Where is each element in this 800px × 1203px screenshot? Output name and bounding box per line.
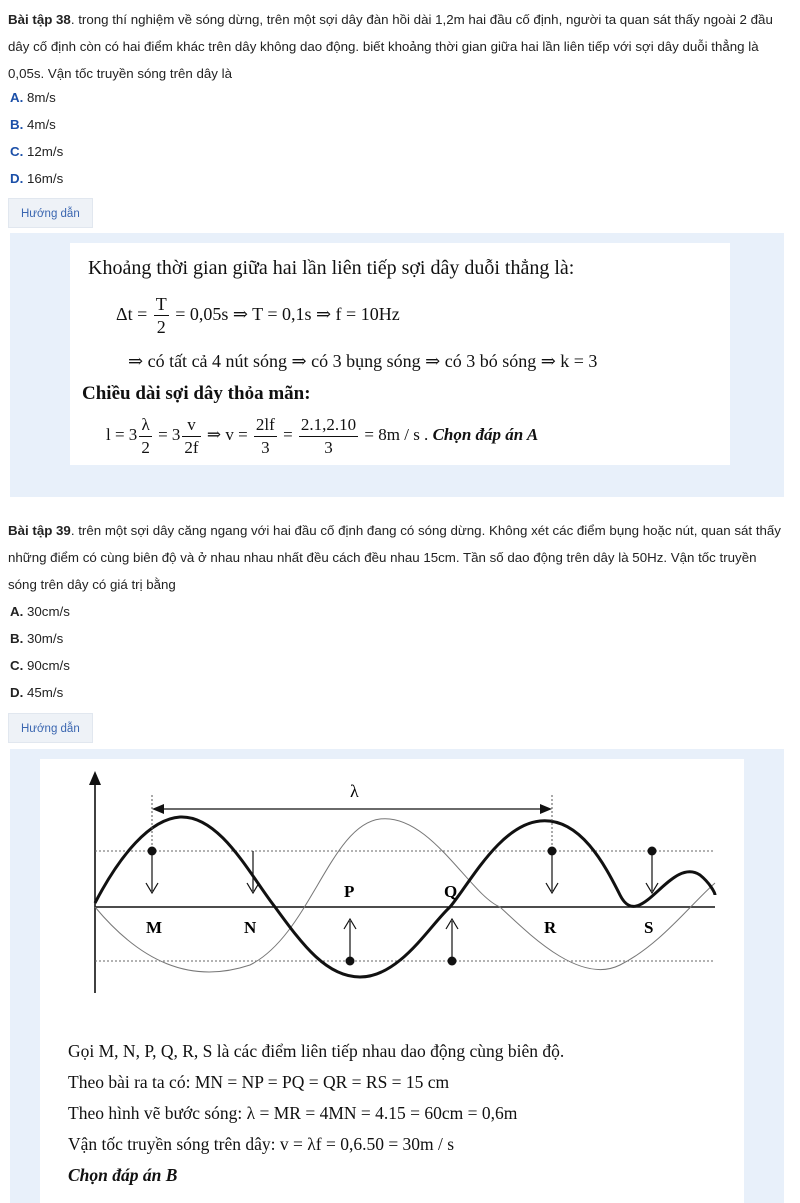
q39-sol-line3: Theo hình vẽ bước sóng: λ = MR = 4MN = 4.15 = 60cm = 0,6m xyxy=(68,1103,518,1123)
q39-option-b[interactable]: B. 30m/s xyxy=(10,631,64,646)
thick-wave xyxy=(95,817,715,977)
q39-solution-image xyxy=(40,759,744,1203)
q38-solution-panel xyxy=(10,233,784,497)
q38-sol-line1: Khoảng thời gian giữa hai lần liên tiếp sợi dây duỗi thẳng là: xyxy=(88,257,575,279)
q39-sol-line1: Gọi M, N, P, Q, R, S là các điểm liên tiếp nhau dao động cùng biên độ. xyxy=(68,1041,565,1061)
label-n: N xyxy=(244,918,257,937)
label-q: Q xyxy=(444,882,458,901)
q39-sol-line4: Vận tốc truyền sóng trên dây: v = λf = 0,6.50 = 30m / s xyxy=(68,1134,455,1154)
q38-label: Bài tập 38 xyxy=(8,12,71,27)
label-p: P xyxy=(344,882,355,901)
label-s: S xyxy=(644,918,654,937)
q38-sol-line2: Δt = $\frac{T}{2}$ = 0,05s ⇒ T = 0,1s ⇒ f = 10Hz xyxy=(116,294,400,338)
q39-answer: Chọn đáp án B xyxy=(68,1165,178,1185)
q39-sol-line2: Theo bài ra ta có: MN = NP = PQ = QR = RS = 15 cm xyxy=(68,1072,450,1092)
q39-guide-button[interactable]: Hướng dẫn xyxy=(8,713,93,743)
q39-option-d[interactable]: D. 45m/s xyxy=(10,685,64,700)
q38-solution-image xyxy=(70,243,730,465)
lambda-arrow-right-icon xyxy=(540,804,552,814)
q39-option-c[interactable]: C. 90cm/s xyxy=(10,658,70,673)
lambda-label: λ xyxy=(350,781,359,801)
label-m: M xyxy=(146,918,163,937)
q39-solution-panel xyxy=(10,749,784,1203)
label-r: R xyxy=(544,918,557,937)
thin-wave xyxy=(95,819,715,972)
q38-option-c[interactable]: C. 12m/s xyxy=(10,144,64,159)
axis-arrow-icon xyxy=(89,771,101,785)
standing-wave-diagram xyxy=(60,765,720,1015)
q38-sol-line5: l = 3 $\frac{\lambda}{2}$ = 3 $\frac{v}{2f}$ ⇒ v = $\frac{2lf}{3}$ = $\frac{2.1,2.10}{3}$ = 8m / s . Chọn đáp án A xyxy=(106,414,539,457)
lambda-arrow-left-icon xyxy=(152,804,164,814)
q38-option-b[interactable]: B. 4m/s xyxy=(10,117,56,132)
q38-option-d[interactable]: D. 16m/s xyxy=(10,171,64,186)
q38-option-a[interactable]: A. 8m/s xyxy=(10,90,56,105)
q38-body: . trong thí nghiệm về sóng dừng, trên một sợi dây đàn hồi dài 1,2m hai đầu cố định, người ta quan sát thấy ngoài 2 đầu dây cố định còn có hai điểm khác trên dây không dao động. biết khoảng thời gian giữa hai lần liên tiếp với sợi dây duỗi thẳng là 0,05s. Vận tốc truyền sóng trên dây là xyxy=(8,12,773,81)
q39-body: . trên một sợi dây căng ngang với hai đầu cố định đang có sóng dừng. Không xét các điểm bụng hoặc nút, quan sát thấy những điểm có cùng biên độ và ở nhau nhau nhất đều cách đều nhau 15cm. Tần số dao động trên dây là 50Hz. Vận tốc truyền sóng trên dây có giá trị bằng xyxy=(8,523,781,592)
q39-label: Bài tập 39 xyxy=(8,523,71,538)
q38-text xyxy=(8,6,783,87)
q38-sol-line4: Chiều dài sợi dây thỏa mãn: xyxy=(82,383,311,404)
q39-option-a[interactable]: A. 30cm/s xyxy=(10,604,70,619)
q38-answer: Chọn đáp án A xyxy=(432,425,539,444)
q38-sol-line3: ⇒ có tất cả 4 nút sóng ⇒ có 3 bụng sóng ⇒ có 3 bó sóng ⇒ k = 3 xyxy=(128,351,598,371)
q39-text xyxy=(8,517,783,598)
q38-guide-button[interactable]: Hướng dẫn xyxy=(8,198,93,228)
